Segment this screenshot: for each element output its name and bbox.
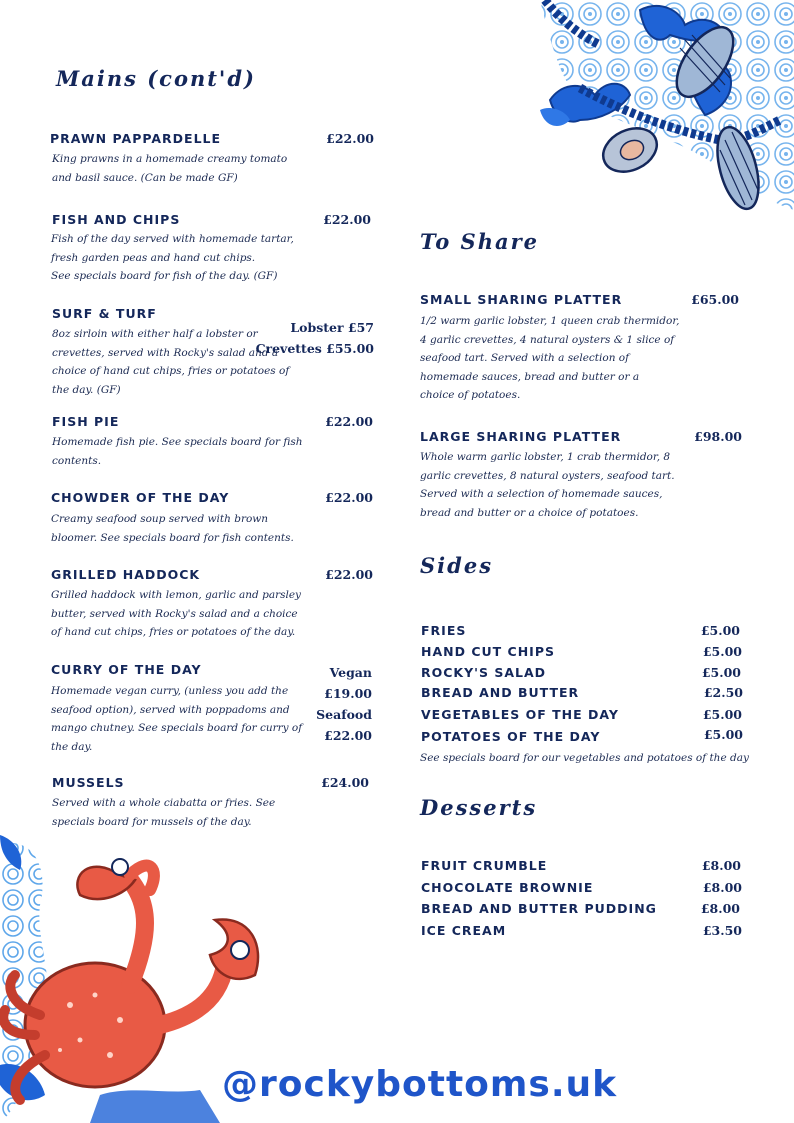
menu-item-name: FISH AND CHIPS xyxy=(52,212,181,227)
mains-heading: Mains (cont'd) xyxy=(56,66,256,91)
menu-item-name: FISH PIE xyxy=(52,414,120,429)
dessert-item-name: BREAD AND BUTTER PUDDING xyxy=(421,901,657,916)
dessert-item-name: FRUIT CRUMBLE xyxy=(421,858,548,873)
menu-item-price: Vegan £19.00 Seafood £22.00 xyxy=(316,665,372,743)
menu-item-name: LARGE SHARING PLATTER xyxy=(420,429,622,444)
menu-item-name: PRAWN PAPPARDELLE xyxy=(50,131,222,146)
dessert-item-price: £8.00 xyxy=(701,858,741,873)
sides-note: See specials board for our vegetables and potatoes of the day xyxy=(420,752,749,764)
menu-item-name: CURRY OF THE DAY xyxy=(51,662,202,677)
menu-item-price: £98.00 xyxy=(694,429,742,444)
side-item-price: £2.50 xyxy=(703,685,743,700)
dessert-item-name: ICE CREAM xyxy=(421,923,507,938)
menu-item-description: Whole warm garlic lobster, 1 crab thermidor, 8 garlic crevettes, 8 natural oysters, seafood tart. Served with a selection of homemade sauces, bread and butter or a choice of potatoes. xyxy=(420,451,675,519)
shells-seaweed-illustration xyxy=(520,0,794,220)
menu-item-name: SMALL SHARING PLATTER xyxy=(420,292,623,307)
side-item-name: FRIES xyxy=(421,623,467,638)
menu-item-price: £22.00 xyxy=(325,490,373,505)
side-item-price: £5.00 xyxy=(700,623,740,638)
side-item-name: ROCKY'S SALAD xyxy=(421,665,547,680)
dessert-item-name: CHOCOLATE BROWNIE xyxy=(421,880,594,895)
menu-item-price: Lobster £57 Crevettes £55.00 xyxy=(255,320,374,356)
to-share-heading: To Share xyxy=(420,229,540,254)
menu-item-price: £65.00 xyxy=(691,292,739,307)
menu-item-description: 1/2 warm garlic lobster, 1 queen crab thermidor, 4 garlic crevettes, 4 natural oysters & 1 slice of seafood tart. Served with a selection of homemade sauces, bread and butter or a choice of potatoes. xyxy=(420,315,680,401)
side-item-price: £5.00 xyxy=(702,707,742,722)
menu-item-description: King prawns in a homemade creamy tomato and basil sauce. (Can be made GF) xyxy=(52,153,288,184)
side-item-price: £5.00 xyxy=(701,665,741,680)
side-item-price: £5.00 xyxy=(702,644,742,659)
menu-item-price: £22.00 xyxy=(326,131,374,146)
sides-heading: Sides xyxy=(420,553,494,578)
menu-item-description: Creamy seafood soup served with brown bloomer. See specials board for fish contents. xyxy=(51,513,294,544)
menu-item-name: GRILLED HADDOCK xyxy=(51,567,201,582)
menu-item-description: Homemade fish pie. See specials board for fish contents. xyxy=(52,436,303,467)
menu-item-description: Grilled haddock with lemon, garlic and parsley butter, served with Rocky's salad and a choice of hand cut chips, fries or potatoes of the day. xyxy=(51,589,301,638)
dessert-item-price: £8.00 xyxy=(700,901,740,916)
menu-item-price: £24.00 xyxy=(321,775,369,790)
dessert-item-price: £3.50 xyxy=(702,923,742,938)
menu-item-price: £22.00 xyxy=(323,212,371,227)
desserts-heading: Desserts xyxy=(420,795,538,820)
side-item-name: BREAD AND BUTTER xyxy=(421,685,580,700)
menu-item-description: Homemade vegan curry, (unless you add the seafood option), served with poppadoms and mango chutney. See specials board for curry of the day. xyxy=(51,685,303,753)
menu-item-description: Served with a whole ciabatta or fries. See specials board for mussels of the day. xyxy=(52,797,276,828)
menu-item-name: SURF & TURF xyxy=(52,306,157,321)
menu-item-name: MUSSELS xyxy=(52,775,125,790)
side-item-price: £5.00 xyxy=(703,727,743,742)
dessert-item-price: £8.00 xyxy=(702,880,742,895)
menu-item-name: CHOWDER OF THE DAY xyxy=(51,490,230,505)
side-item-name: POTATOES OF THE DAY xyxy=(421,729,601,744)
menu-item-price: £22.00 xyxy=(325,567,373,582)
side-item-name: HAND CUT CHIPS xyxy=(421,644,555,659)
side-item-name: VEGETABLES OF THE DAY xyxy=(421,707,619,722)
menu-item-description: Fish of the day served with homemade tartar, fresh garden peas and hand cut chips. See specials board for fish of the day. (GF) xyxy=(51,233,294,282)
menu-item-description: 8oz sirloin with either half a lobster or crevettes, served with Rocky's salad and a choice of hand cut chips, fries or potatoes of the day. (GF) xyxy=(52,328,290,396)
instagram-handle[interactable]: @rockybottoms.uk xyxy=(222,1064,618,1105)
menu-item-price: £22.00 xyxy=(325,414,373,429)
